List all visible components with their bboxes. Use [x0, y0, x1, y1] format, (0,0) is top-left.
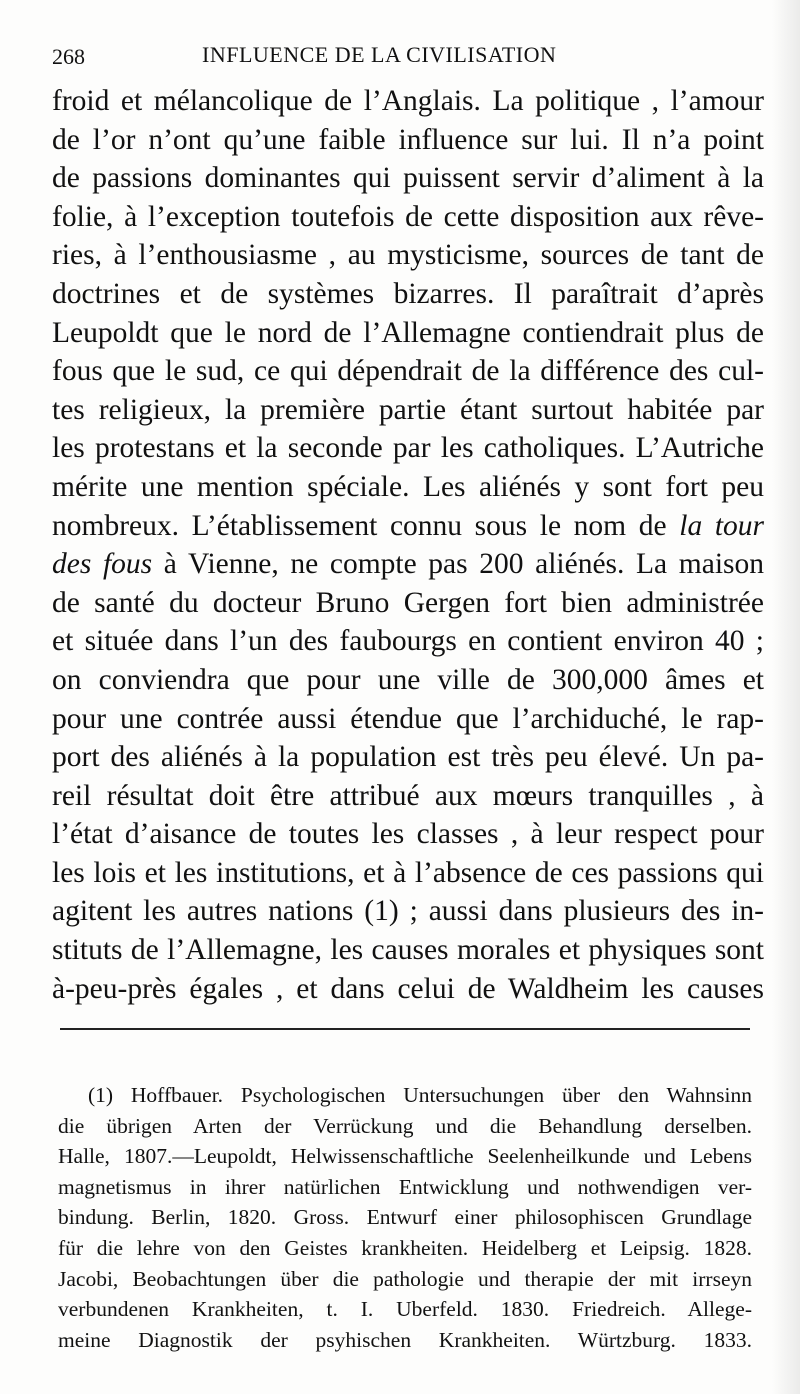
footnote-line: bindung. Berlin, 1820. Gross. Entwurf einer philosophiscen Grundlage	[58, 1205, 752, 1230]
italic-fragment: des fous	[52, 548, 153, 581]
page-header	[52, 38, 752, 78]
text-line: mérite une mention spéciale. Les aliénés y sont fort peu	[52, 470, 764, 503]
footnote-line: meine Diagnostik der psyhischen Krankheiten. Würtzburg. 1833.	[58, 1327, 752, 1352]
text-line: de l’or n’ont qu’une faible influence sur lui. Il n’a point	[52, 123, 764, 156]
footnote-line: für die lehre von den Geistes krankheiten. Heidelberg et Leipsig. 1828.	[58, 1235, 752, 1260]
footnote-line: die übrigen Arten der Verrückung und die Behandlung derselben.	[58, 1113, 752, 1138]
footnote-line: Halle, 1807.—Leupoldt, Helwissenschaftliche Seelenheilkunde und Lebens	[58, 1144, 752, 1169]
text-line: stituts de l’Allemagne, les causes morales et physiques sont	[52, 934, 764, 967]
text-line: doctrines et de systèmes bizarres. Il paraîtrait d’après	[52, 277, 764, 310]
text-line: reil résultat doit être attribué aux mœurs tranquilles , à	[52, 779, 764, 812]
text-line: tes religieux, la première partie étant surtout habitée par	[52, 393, 764, 426]
text-line: pour une contrée aussi étendue que l’archiduché, le rap-	[52, 702, 764, 735]
footnote-line: magnetismus in ihrer natürlichen Entwicklung und nothwendigen ver-	[58, 1174, 752, 1199]
text-line: froid et mélancolique de l’Anglais. La politique , l’amour	[52, 85, 764, 117]
page-edge-shadow	[772, 0, 800, 1394]
text-line: des fous à Vienne, ne compte pas 200 aliénés. La maison	[52, 548, 764, 581]
italic-fragment: la tour	[679, 509, 765, 542]
text-line: ries, à l’enthousiasme , au mysticisme, sources de tant de	[52, 239, 764, 272]
text-line: à-peu-près égales , et dans celui de Waldheim les causes	[52, 972, 764, 1005]
text-line: de passions dominantes qui puissent servir d’aliment à la	[52, 162, 764, 195]
text-line: folie, à l’exception toutefois de cette disposition aux rêve-	[52, 200, 764, 233]
page-number: 268	[52, 44, 85, 69]
text-line: l’état d’aisance de toutes les classes , à leur respect pour	[52, 818, 764, 851]
text-line: les lois et les institutions, et à l’absence de ces passions qui	[52, 856, 764, 889]
footnote	[58, 1080, 752, 1355]
text-line: fous que le sud, ce qui dépendrait de la différence des cul-	[52, 355, 764, 388]
text-line: port des aliénés à la population est très peu élevé. Un pa-	[52, 741, 764, 774]
running-title: INFLUENCE DE LA CIVILISATION	[202, 42, 557, 67]
text-line: de santé du docteur Bruno Gergen fort bien administrée	[52, 586, 764, 619]
text-line: et située dans l’un des faubourgs en contient environ 40 ;	[52, 625, 764, 658]
footnote-line: (1) Hoffbauer. Psychologischen Untersuchungen über den Wahnsinn	[88, 1083, 752, 1107]
main-text	[52, 82, 764, 1008]
footnote-line: Jacobi, Beobachtungen über die pathologie und therapie der mit irrseyn	[58, 1266, 752, 1291]
footnote-line: verbundenen Krankheiten, t. I. Uberfeld. 1830. Friedreich. Allege-	[58, 1297, 752, 1322]
footnote-divider	[60, 1028, 750, 1030]
text-line: on conviendra que pour une ville de 300,000 âmes et	[52, 663, 764, 696]
text-line: Leupoldt que le nord de l’Allemagne contiendrait plus de	[52, 316, 764, 349]
text-line: nombreux. L’établissement connu sous le nom de la tour	[52, 509, 765, 542]
text-line: les protestans et la seconde par les catholiques. L’Autriche	[52, 432, 764, 465]
text-line: agitent les autres nations (1) ; aussi dans plusieurs des in-	[52, 895, 764, 928]
